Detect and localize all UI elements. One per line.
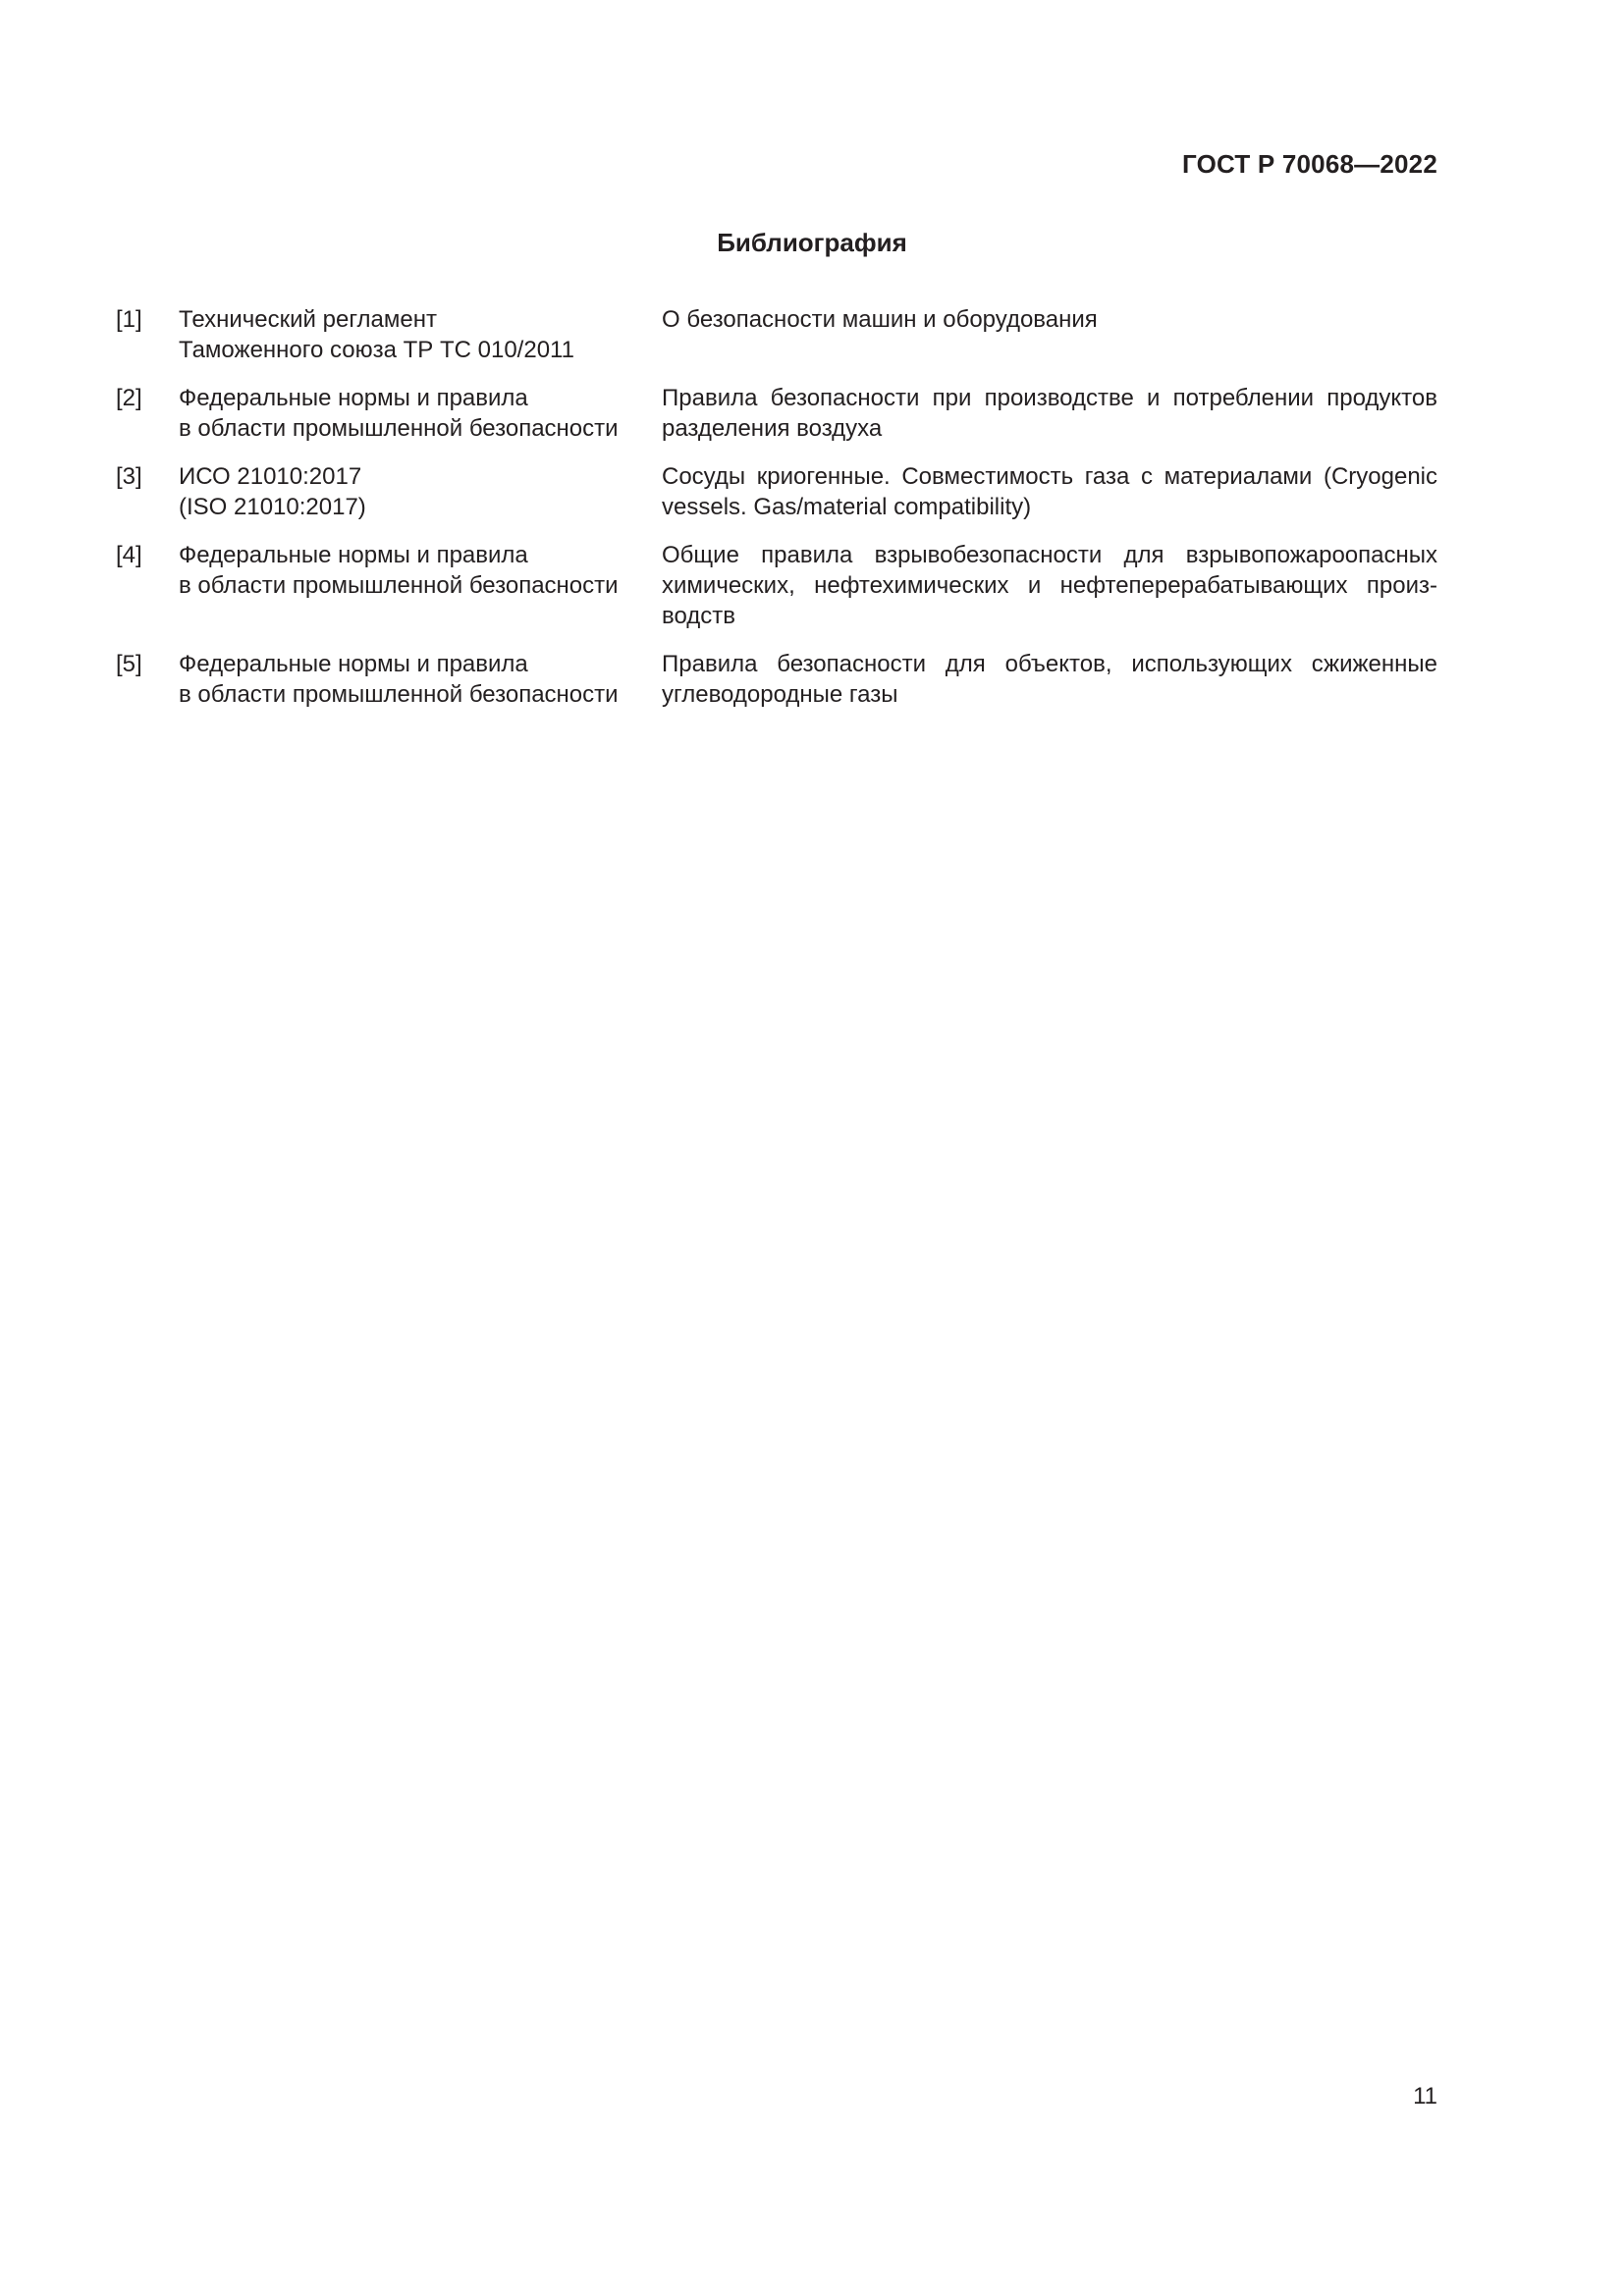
bibliography-entry-1 xyxy=(116,304,1437,365)
entry-number: [3] xyxy=(116,463,142,490)
entry-description-line: Общие правила взрывобезопасности для взрывопожароопасных xyxy=(662,542,1437,568)
entry-source xyxy=(179,540,662,631)
entry-description-line: химических, нефтехимических и нефтеперерабатывающих произ- xyxy=(662,572,1437,599)
entry-number: [5] xyxy=(116,651,142,677)
entry-description xyxy=(662,649,1437,710)
entry-source-line: в области промышленной безопасности xyxy=(179,681,619,708)
page-number: 11 xyxy=(1413,2083,1437,2109)
entry-description-line: О безопасности машин и оборудования xyxy=(662,306,1098,333)
entry-number: [2] xyxy=(116,385,142,411)
entry-number: [1] xyxy=(116,306,142,333)
entry-description xyxy=(662,304,1437,365)
bibliography-entry-5 xyxy=(116,649,1437,710)
entry-source-line: Федеральные нормы и правила xyxy=(179,651,528,677)
entry-description-line: Правила безопасности при производстве и потреблении продуктов xyxy=(662,385,1437,411)
entry-description xyxy=(662,540,1437,631)
bibliography-entry-2 xyxy=(116,383,1437,444)
bibliography-entry-4 xyxy=(116,540,1437,631)
entry-source-line: Федеральные нормы и правила xyxy=(179,542,528,568)
entry-description-line: Сосуды криогенные. Совместимость газа с материалами (Cryogenic xyxy=(662,463,1437,490)
entry-source-line: в области промышленной безопасности xyxy=(179,415,619,442)
entry-source-line: Федеральные нормы и правила xyxy=(179,385,528,411)
entry-source-line: (ISO 21010:2017) xyxy=(179,494,366,520)
entry-source-line: Таможенного союза ТР ТС 010/2011 xyxy=(179,337,574,363)
bibliography-list xyxy=(116,304,1437,727)
entry-description-line: разделения воздуха xyxy=(662,415,883,442)
entry-description-line: Правила безопасности для объектов, использующих сжиженные xyxy=(662,651,1437,677)
page-title: Библиография xyxy=(717,228,907,257)
entry-source-line: ИСО 21010:2017 xyxy=(179,463,362,490)
entry-description-line: vessels. Gas/material compatibility) xyxy=(662,494,1032,520)
document-code: ГОСТ Р 70068—2022 xyxy=(1182,149,1437,179)
entry-source xyxy=(179,461,662,522)
entry-description-line: углеводородные газы xyxy=(662,681,898,708)
entry-source-line: Технический регламент xyxy=(179,306,437,333)
entry-source-line: в области промышленной безопасности xyxy=(179,572,619,599)
entry-description xyxy=(662,383,1437,444)
entry-source xyxy=(179,383,662,444)
entry-number: [4] xyxy=(116,542,142,568)
entry-description-line: водств xyxy=(662,603,736,629)
entry-source xyxy=(179,649,662,710)
entry-source xyxy=(179,304,662,365)
entry-description xyxy=(662,461,1437,522)
bibliography-entry-3 xyxy=(116,461,1437,522)
